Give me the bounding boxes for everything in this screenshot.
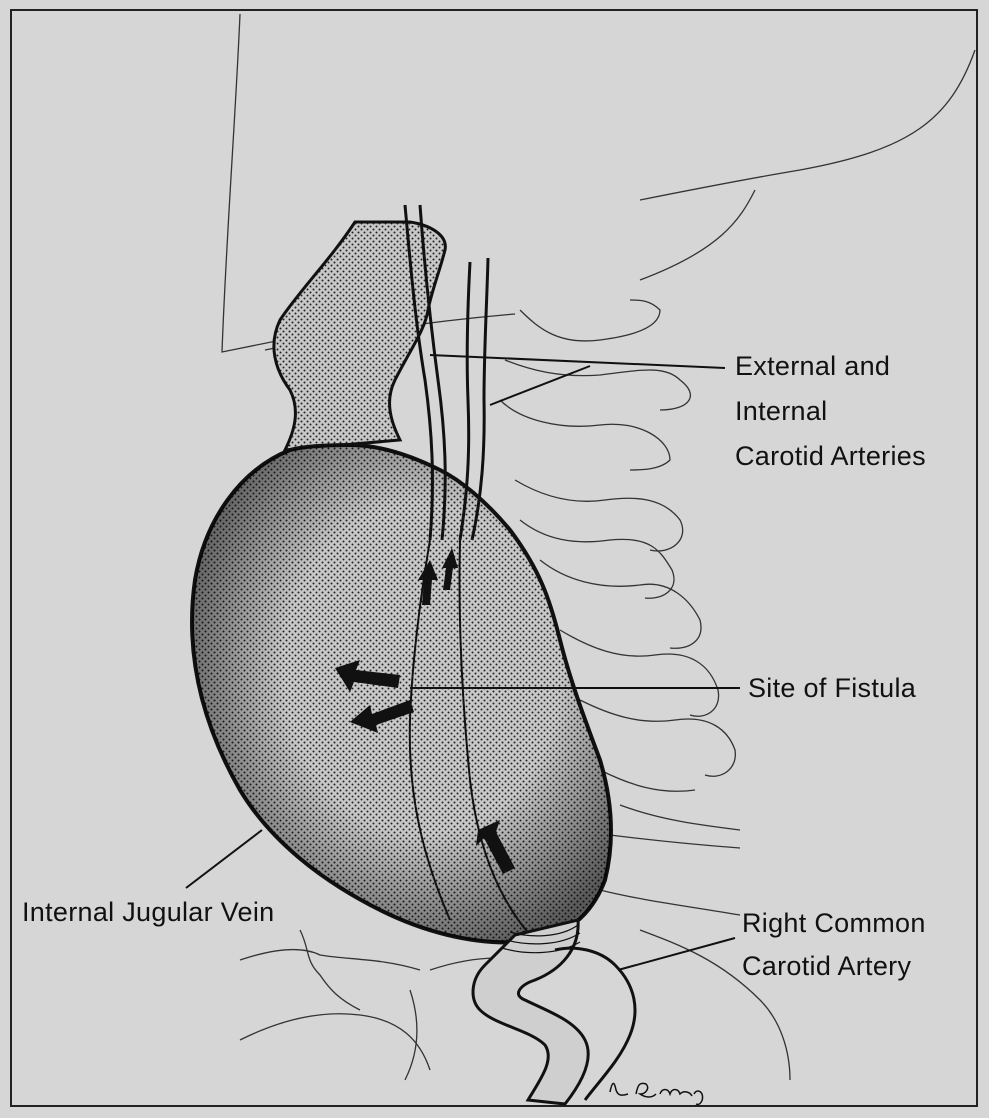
label-carotid-line2: Internal — [735, 396, 828, 426]
label-common-line2: Carotid Artery — [742, 951, 912, 981]
label-internal-jugular-vein: Internal Jugular Vein — [22, 897, 275, 927]
label-carotid-line3: Carotid Arteries — [735, 441, 926, 471]
label-site-of-fistula: Site of Fistula — [748, 673, 917, 703]
label-carotid-line1: External and — [735, 351, 891, 381]
label-common-line1: Right Common — [742, 908, 926, 938]
